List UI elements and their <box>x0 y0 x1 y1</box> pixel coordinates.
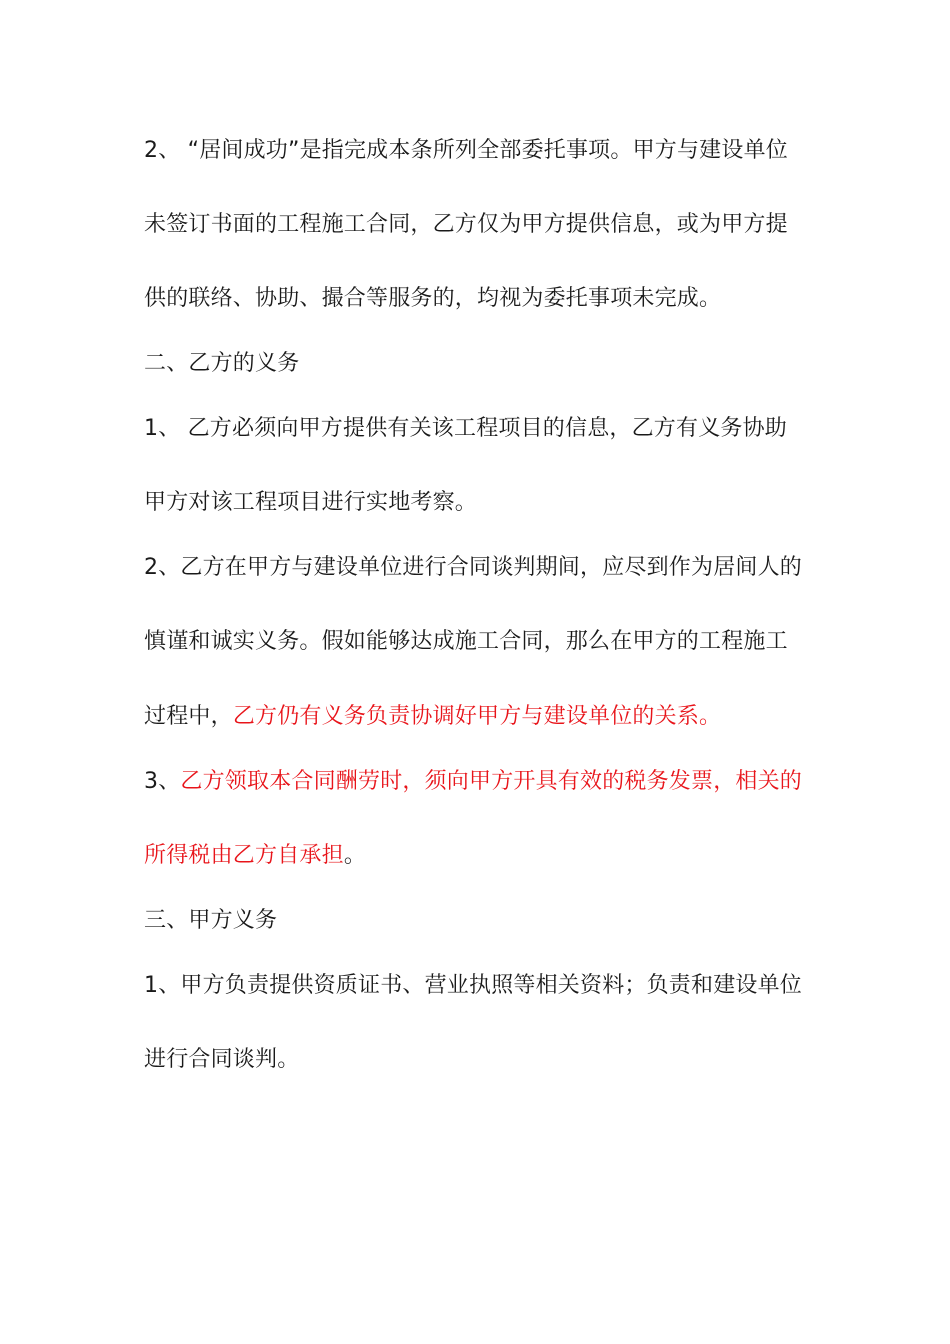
highlighted-text: 乙方领取本合同酬劳时，须向甲方开具有效的税务发票，相关的 <box>180 769 803 794</box>
paragraph-line-3: 供的联络、协助、撮合等服务的，均视为委托事项未完成。 <box>144 286 722 311</box>
line-prefix: 3、 <box>144 769 181 794</box>
line-suffix: 。 <box>343 843 367 868</box>
paragraph-line-12: 进行合同谈判。 <box>144 1047 300 1072</box>
paragraph-line-11: 1、甲方负责提供资质证书、营业执照等相关资料；负责和建设单位 <box>144 973 802 998</box>
section-heading-party-b-obligations: 二、乙方的义务 <box>144 351 300 376</box>
section-heading-party-a-obligations: 三、甲方义务 <box>144 908 278 933</box>
highlighted-text: 乙方仍有义务负责协调好甲方与建设单位的关系。 <box>232 704 722 729</box>
paragraph-line-5: 甲方对该工程项目进行实地考察。 <box>144 490 478 515</box>
paragraph-line-2: 未签订书面的工程施工合同，乙方仅为甲方提供信息，或为甲方提 <box>144 212 788 237</box>
paragraph-line-9 <box>144 767 814 797</box>
highlighted-text: 所得税由乙方自承担 <box>144 843 344 868</box>
paragraph-line-10 <box>144 841 814 871</box>
paragraph-line-8 <box>144 702 814 732</box>
paragraph-line-6: 2、乙方在甲方与建设单位进行合同谈判期间，应尽到作为居间人的 <box>144 555 802 580</box>
paragraph-line-7: 慎谨和诚实义务。假如能够达成施工合同，那么在甲方的工程施工 <box>144 629 788 654</box>
paragraph-line-4: 1、 乙方必须向甲方提供有关该工程项目的信息，乙方有义务协助 <box>144 416 787 441</box>
line-prefix: 过程中， <box>144 704 233 729</box>
paragraph-line-1: 2、 “居间成功”是指完成本条所列全部委托事项。甲方与建设单位 <box>144 138 788 163</box>
